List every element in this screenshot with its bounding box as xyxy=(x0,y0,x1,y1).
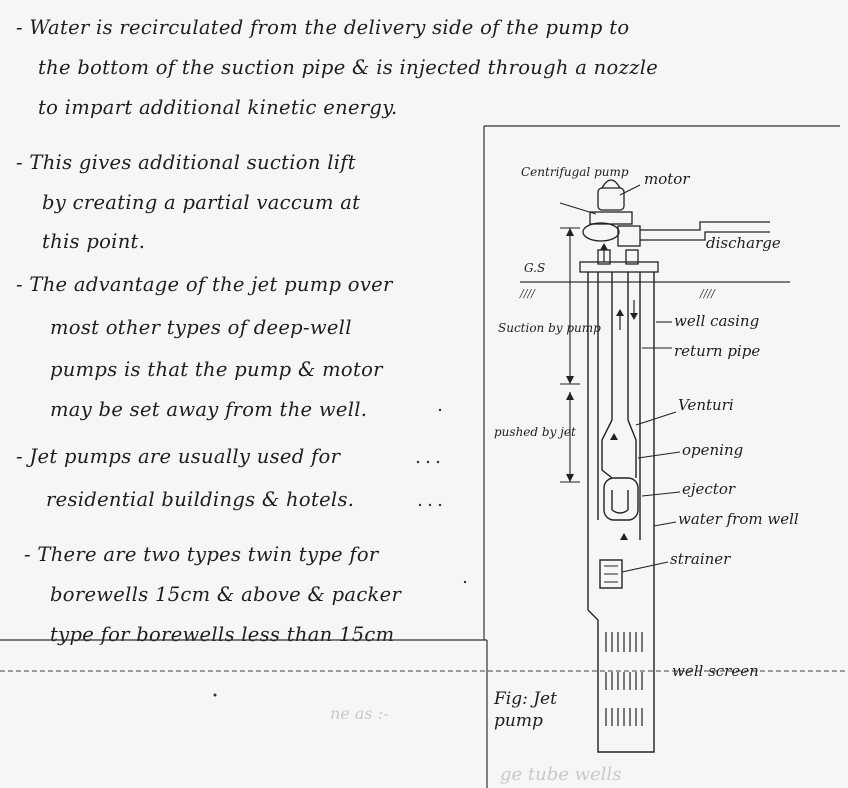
note-line: pumps is that the pump & motor xyxy=(50,358,383,381)
label-ground-surface: G.S xyxy=(524,261,546,275)
label-water-from-well: water from well xyxy=(678,510,799,528)
label-well-screen: well screen xyxy=(672,662,759,680)
label-well-casing: well casing xyxy=(674,312,760,330)
note-line: most other types of deep-well xyxy=(50,316,352,339)
faint-text: ne as :- xyxy=(330,704,389,723)
label-strainer: strainer xyxy=(670,550,731,568)
note-line: - There are two types twin type for xyxy=(24,543,379,566)
label-suction-by-pump: Suction by pump xyxy=(498,321,601,335)
note-line: may be set away from the well. xyxy=(50,398,368,421)
note-line: - The advantage of the jet pump over xyxy=(16,273,393,296)
note-line: borewells 15cm & above & packer xyxy=(50,583,402,606)
note-line: - Jet pumps are usually used for xyxy=(16,445,341,468)
label-venturi: Venturi xyxy=(678,396,734,414)
label-pushed-by-jet: pushed by jet xyxy=(494,425,576,439)
note-line: - Water is recirculated from the delivery side of the pump to xyxy=(16,16,630,39)
figure-caption: Fig: Jet pump xyxy=(494,689,557,732)
note-line: - This gives additional suction lift xyxy=(16,151,356,174)
note-line: to impart additional kinetic energy. xyxy=(38,96,398,119)
note-line: by creating a partial vaccum at xyxy=(42,191,361,214)
svg-text:////: //// xyxy=(520,287,535,300)
note-line: the bottom of the suction pipe & is injected through a nozzle xyxy=(38,56,659,79)
label-motor: motor xyxy=(644,170,690,188)
label-return-pipe: return pipe xyxy=(674,342,761,360)
label-ejector: ejector xyxy=(682,480,736,498)
label-centrifugal-pump: Centrifugal pump xyxy=(521,165,629,179)
label-opening: opening xyxy=(682,441,744,459)
note-line: type for borewells less than 15cm xyxy=(50,623,395,646)
note-line: residential buildings & hotels. xyxy=(46,488,355,511)
faint-text: ge tube wells xyxy=(500,764,622,785)
note-line: this point. xyxy=(42,230,146,253)
label-discharge: discharge xyxy=(706,234,781,252)
svg-text:////: //// xyxy=(700,287,715,300)
